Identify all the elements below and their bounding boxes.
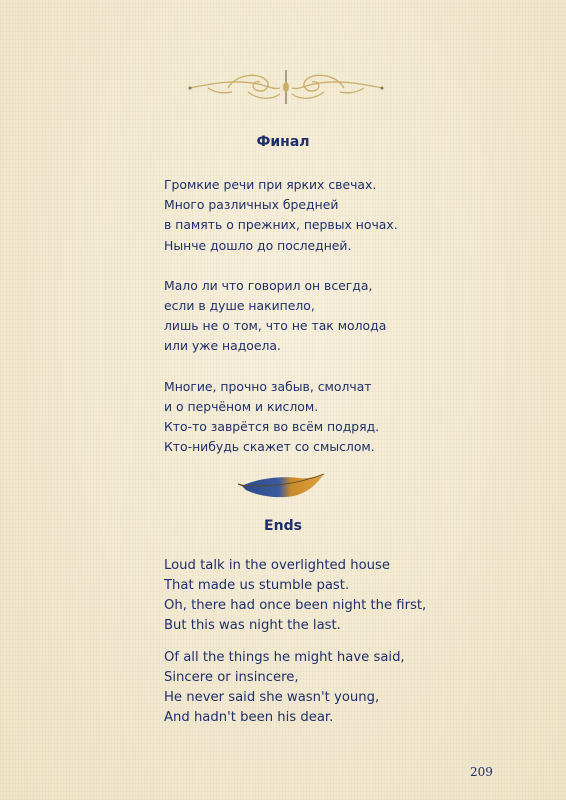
poem-line: Sincere or insincere, (164, 670, 299, 685)
poem-line: That made us stumble past. (164, 578, 350, 593)
russian-stanza-2 (164, 276, 398, 357)
poem-line: But this was night the last. (164, 618, 341, 633)
poem-line: Громкие речи при ярких свечах. (164, 177, 377, 192)
russian-stanza-3 (164, 377, 398, 458)
english-poem-title: Ends (264, 518, 302, 534)
poem-line: Нынче дошло до последней. (164, 237, 352, 253)
russian-stanza-1 (164, 175, 398, 256)
scroll-ornament-icon (188, 66, 384, 106)
poem-line: Мало ли что говорил он всегда, (164, 277, 373, 293)
feather-icon (238, 472, 326, 502)
poem-line: в память о прежних, первых ночах. (164, 217, 398, 233)
poem-line: Loud talk in the overlighted house (164, 558, 390, 573)
poem-line: и о перчёном и кислом. (164, 398, 319, 414)
poem-line: He never said she wasn't young, (164, 690, 380, 705)
poem-line: Кто-то заврётся во всём подряд. (164, 419, 380, 435)
poem-line: And hadn't been his dear. (164, 710, 334, 725)
english-stanza-2 (164, 648, 426, 728)
poem-line: Многие, прочно забыв, смолчат (164, 378, 372, 394)
poem-line: лишь не о том, что не так молода (164, 318, 387, 334)
page-number: 209 (470, 765, 493, 779)
poem-line: или уже надоела. (164, 338, 281, 354)
poem-line: Oh, there had once been night the first, (164, 598, 427, 613)
english-stanza-1 (164, 556, 426, 636)
poem-line: если в душе накипело, (164, 298, 315, 314)
poem-line: Of all the things he might have said, (164, 650, 405, 665)
poem-line: Много различных бредней (164, 197, 339, 213)
poem-line: Кто-нибудь скажет со смыслом. (164, 439, 375, 455)
russian-poem-title: Финал (256, 134, 310, 150)
english-poem (164, 556, 426, 728)
russian-poem (164, 175, 398, 457)
